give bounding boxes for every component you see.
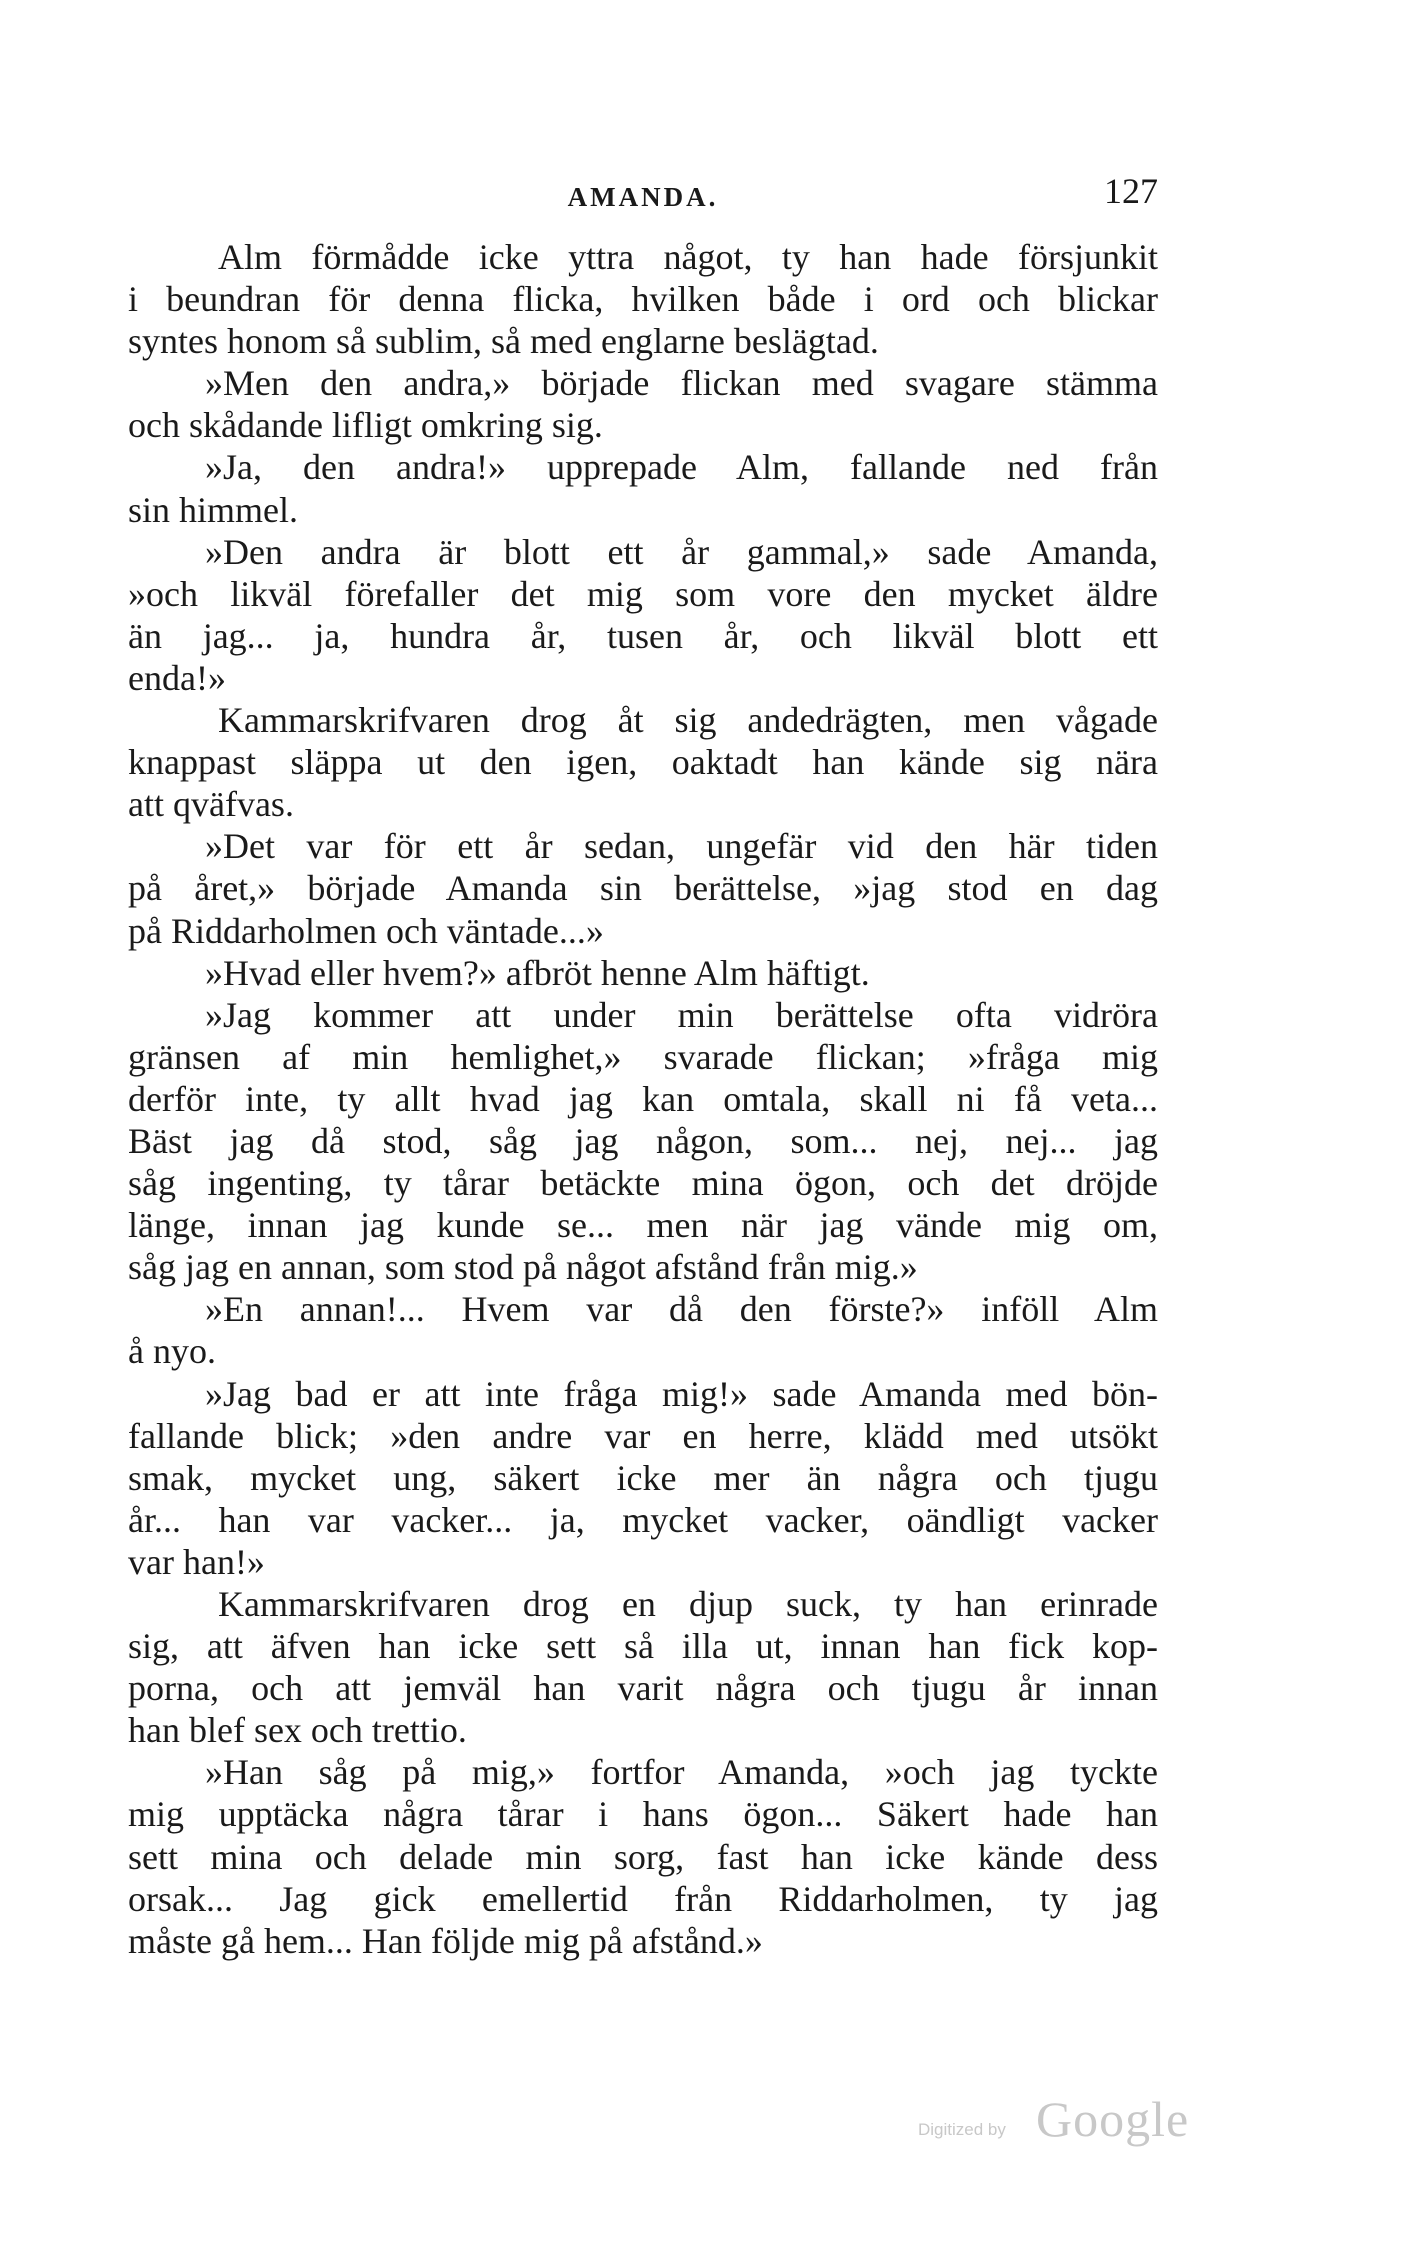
- text-line: och skådande lifligt omkring sig.: [128, 405, 603, 446]
- text-line: på Riddarholmen och väntade...»: [128, 910, 604, 951]
- text-line: »Den andra är blott ett år gammal,» sade Amanda,: [205, 531, 1158, 572]
- text-line: »En annan!... Hvem var då den förste?» inföll Alm: [205, 1289, 1158, 1330]
- text-line: år... han var vacker... ja, mycket vacker, oändligt vacker: [128, 1499, 1158, 1540]
- text-line: såg ingenting, ty tårar betäckte mina ögon, och det dröjde: [128, 1163, 1158, 1204]
- text-line: Kammarskrifvaren drog åt sig andedrägten, men vågade: [218, 700, 1158, 741]
- text-line: orsak... Jag gick emellertid från Riddarholmen, ty jag: [128, 1878, 1158, 1919]
- text-line: »Det var för ett år sedan, ungefär vid den här tiden: [205, 826, 1158, 867]
- text-line: »Han såg på mig,» fortfor Amanda, »och jag tyckte: [205, 1752, 1158, 1793]
- running-head: [128, 170, 1158, 220]
- text-line: Bäst jag då stod, såg jag någon, som... nej, nej... jag: [128, 1120, 1158, 1161]
- text-line: sett mina och delade min sorg, fast han icke kände dess: [128, 1836, 1158, 1877]
- text-line: »Men den andra,» började flickan med svagare stämma: [205, 363, 1158, 404]
- text-line: »Hvad eller hvem?» afbröt henne Alm häftigt.: [205, 952, 870, 993]
- text-line: å nyo.: [128, 1331, 216, 1372]
- digitized-by-label: Digitized by: [918, 2120, 1006, 2139]
- text-line: knappast släppa ut den igen, oaktadt han kände sig nära: [128, 742, 1158, 783]
- text-line: han blef sex och trettio.: [128, 1710, 467, 1751]
- text-line: sin himmel.: [128, 489, 298, 530]
- page-number: 127: [1104, 171, 1158, 211]
- text-line: »Jag bad er att inte fråga mig!» sade Amanda med bön-: [205, 1373, 1158, 1414]
- text-line: smak, mycket ung, säkert icke mer än några och tjugu: [128, 1457, 1158, 1498]
- text-line: såg jag en annan, som stod på något afstånd från mig.»: [128, 1247, 918, 1288]
- running-title: AMANDA.: [567, 182, 719, 212]
- text-line: i beundran för denna flicka, hvilken både i ord och blickar: [128, 279, 1158, 320]
- google-logo: Google: [1036, 2091, 1190, 2147]
- text-line: derför inte, ty allt hvad jag kan omtala, skall ni få veta...: [128, 1078, 1158, 1119]
- text-line: på året,» började Amanda sin berättelse, »jag stod en dag: [128, 868, 1158, 909]
- text-line: »och likväl förefaller det mig som vore den mycket äldre: [128, 573, 1158, 614]
- text-line: »Jag kommer att under min berättelse ofta vidröra: [205, 994, 1158, 1035]
- text-line: syntes honom så sublim, så med englarne beslägtad.: [128, 321, 879, 362]
- text-line: måste gå hem... Han följde mig på afstånd.»: [128, 1920, 763, 1961]
- text-line: att qväfvas.: [128, 784, 294, 825]
- text-line: än jag... ja, hundra år, tusen år, och likväl blott ett: [128, 615, 1158, 656]
- text-line: Alm förmådde icke yttra något, ty han hade försjunkit: [218, 237, 1158, 277]
- body-text: [128, 236, 1158, 1962]
- text-line: Kammarskrifvaren drog en djup suck, ty han erinrade: [218, 1584, 1158, 1624]
- digitized-watermark: [918, 2090, 1218, 2150]
- text-line: enda!»: [128, 657, 226, 698]
- text-line: var han!»: [128, 1541, 265, 1582]
- text-line: porna, och att jemväl han varit några och tjugu år innan: [128, 1668, 1158, 1709]
- text-line: gränsen af min hemlighet,» svarade flickan; »fråga mig: [128, 1036, 1158, 1077]
- text-line: »Ja, den andra!» upprepade Alm, fallande ned från: [205, 447, 1158, 488]
- text-line: länge, innan jag kunde se... men när jag vände mig om,: [128, 1205, 1158, 1246]
- text-line: mig upptäcka några tårar i hans ögon... Säkert hade han: [128, 1794, 1158, 1835]
- text-line: sig, att äfven han icke sett så illa ut, innan han fick kop-: [128, 1626, 1158, 1667]
- text-line: fallande blick; »den andre var en herre, klädd med utsökt: [128, 1415, 1158, 1456]
